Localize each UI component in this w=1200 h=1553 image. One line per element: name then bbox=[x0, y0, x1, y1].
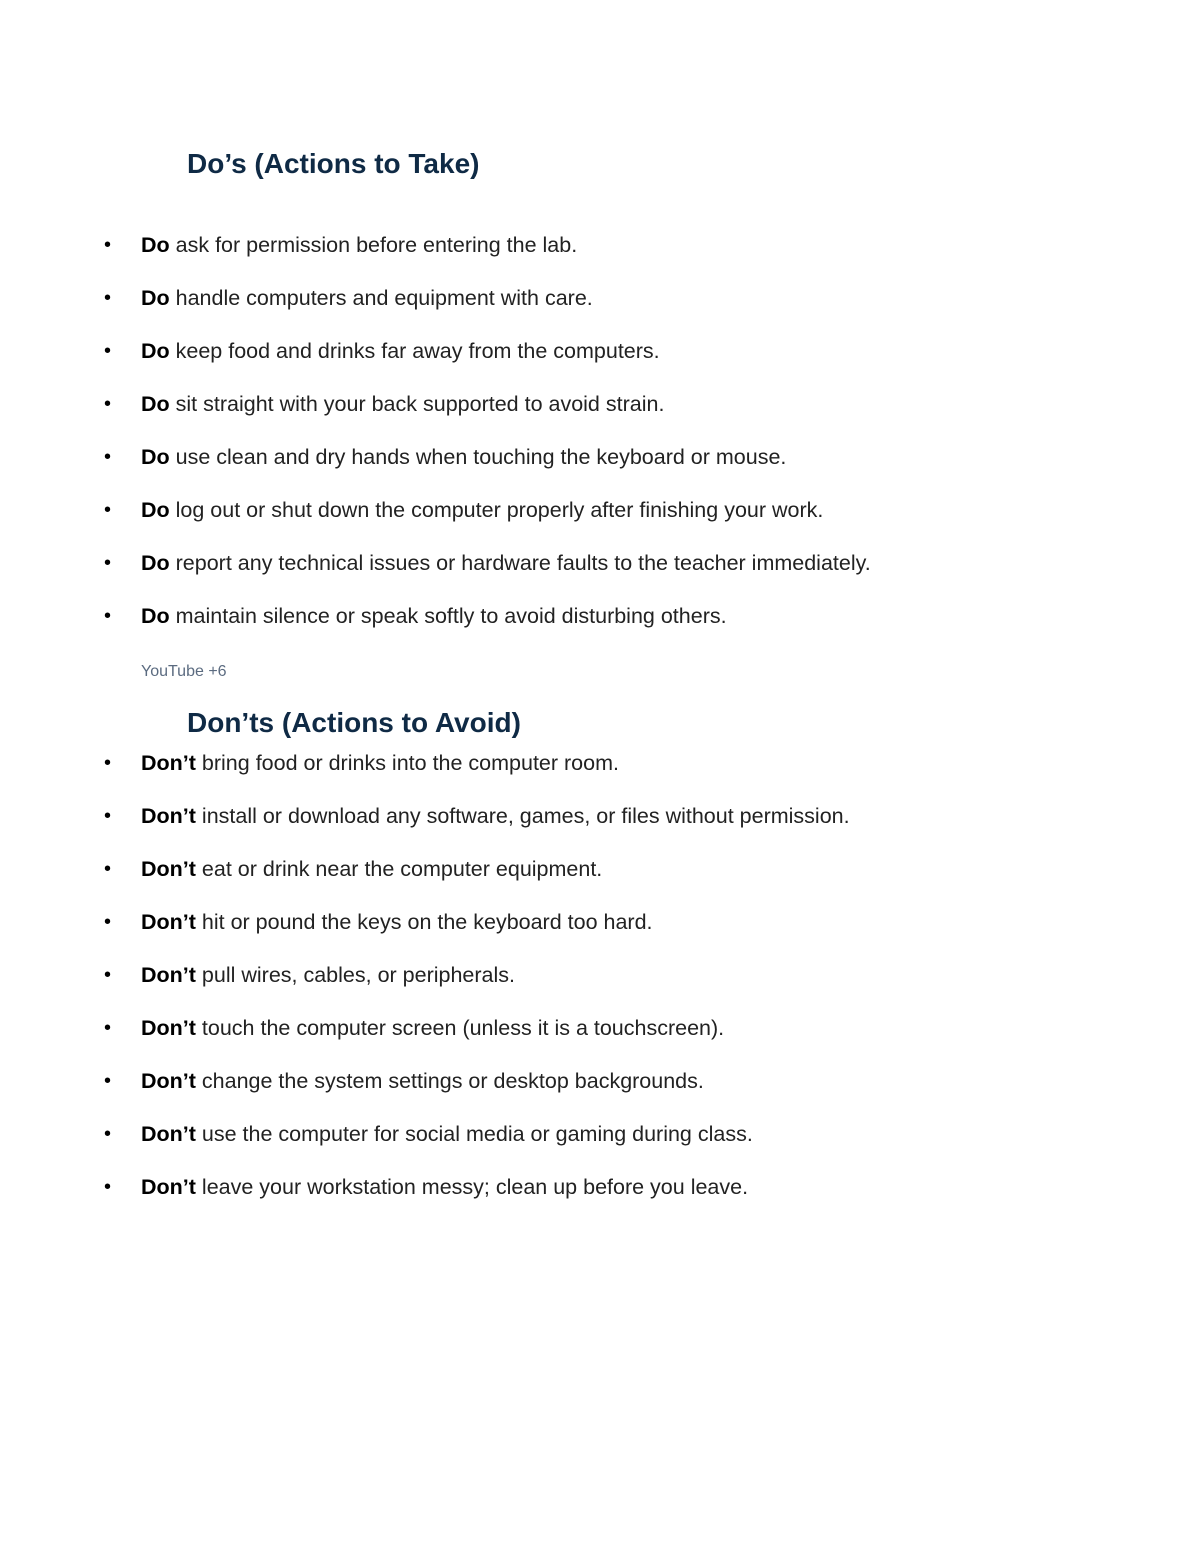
list-item-text bbox=[141, 855, 602, 883]
bullet-icon: • bbox=[104, 499, 112, 521]
bullet-icon: • bbox=[104, 1123, 112, 1145]
list-item-body: eat or drink near the computer equipment. bbox=[195, 857, 603, 881]
list-item-text bbox=[141, 1173, 748, 1201]
bullet-icon: • bbox=[104, 752, 112, 774]
list-item-body: handle computers and equipment with care. bbox=[169, 286, 593, 310]
list-item-body: use the computer for social media or gaming during class. bbox=[195, 1122, 753, 1146]
list-item-text bbox=[141, 602, 727, 630]
list-item-text bbox=[141, 749, 619, 777]
list-item-text bbox=[141, 1120, 753, 1148]
list-item-lead: Do bbox=[141, 445, 170, 469]
list-item-text bbox=[141, 443, 786, 471]
list-item-lead: Don’t bbox=[141, 963, 196, 987]
list-item-text bbox=[141, 961, 515, 989]
bullet-icon: • bbox=[104, 605, 112, 627]
list-item-body: install or download any software, games, or files without permission. bbox=[195, 804, 850, 828]
list-item-text bbox=[141, 231, 577, 259]
bullet-icon: • bbox=[104, 446, 112, 468]
list-item-text bbox=[141, 1014, 724, 1042]
bullet-icon: • bbox=[104, 552, 112, 574]
list-item-lead: Don’t bbox=[141, 1016, 196, 1040]
list-item-lead: Don’t bbox=[141, 751, 196, 775]
list-item-body: keep food and drinks far away from the computers. bbox=[169, 339, 660, 363]
list-item-lead: Don’t bbox=[141, 1175, 196, 1199]
list-item-lead: Don’t bbox=[141, 804, 196, 828]
list-item-body: change the system settings or desktop backgrounds. bbox=[195, 1069, 704, 1093]
list-item-text bbox=[141, 284, 593, 312]
list-item-lead: Do bbox=[141, 339, 170, 363]
list-item-text bbox=[141, 337, 660, 365]
list-item-body: use clean and dry hands when touching the keyboard or mouse. bbox=[169, 445, 787, 469]
donts-heading: Don’ts (Actions to Avoid) bbox=[187, 707, 521, 738]
list-item-lead: Do bbox=[141, 286, 170, 310]
bullet-icon: • bbox=[104, 393, 112, 415]
bullet-icon: • bbox=[104, 858, 112, 880]
list-item-text bbox=[141, 908, 653, 936]
list-item-lead: Do bbox=[141, 498, 170, 522]
list-item-body: sit straight with your back supported to avoid strain. bbox=[169, 392, 665, 416]
bullet-icon: • bbox=[104, 1070, 112, 1092]
bullet-icon: • bbox=[104, 234, 112, 256]
list-item-lead: Do bbox=[141, 604, 170, 628]
list-item-text bbox=[141, 549, 871, 577]
bullet-icon: • bbox=[104, 340, 112, 362]
list-item-body: hit or pound the keys on the keyboard too hard. bbox=[195, 910, 653, 934]
dos-heading: Do’s (Actions to Take) bbox=[187, 148, 480, 179]
list-item-lead: Do bbox=[141, 392, 170, 416]
list-item-body: maintain silence or speak softly to avoid disturbing others. bbox=[169, 604, 727, 628]
list-item-body: ask for permission before entering the lab. bbox=[169, 233, 578, 257]
bullet-icon: • bbox=[104, 287, 112, 309]
list-item-text bbox=[141, 802, 850, 830]
list-item-lead: Don’t bbox=[141, 910, 196, 934]
list-item-text bbox=[141, 390, 664, 418]
bullet-icon: • bbox=[104, 911, 112, 933]
list-item-body: report any technical issues or hardware faults to the teacher immediately. bbox=[169, 551, 871, 575]
list-item-lead: Don’t bbox=[141, 1122, 196, 1146]
list-item-lead: Don’t bbox=[141, 1069, 196, 1093]
list-item-lead: Don’t bbox=[141, 857, 196, 881]
list-item-body: pull wires, cables, or peripherals. bbox=[195, 963, 515, 987]
list-item-lead: Do bbox=[141, 551, 170, 575]
bullet-icon: • bbox=[104, 964, 112, 986]
list-item-body: bring food or drinks into the computer room. bbox=[195, 751, 619, 775]
source-citation-link[interactable]: YouTube +6 bbox=[141, 663, 227, 680]
bullet-icon: • bbox=[104, 805, 112, 827]
bullet-icon: • bbox=[104, 1176, 112, 1198]
bullet-icon: • bbox=[104, 1017, 112, 1039]
list-item-body: touch the computer screen (unless it is a touchscreen). bbox=[195, 1016, 725, 1040]
list-item-text bbox=[141, 496, 823, 524]
list-item-text bbox=[141, 1067, 704, 1095]
list-item-body: log out or shut down the computer properly after finishing your work. bbox=[169, 498, 824, 522]
list-item-body: leave your workstation messy; clean up before you leave. bbox=[195, 1175, 749, 1199]
list-item-lead: Do bbox=[141, 233, 170, 257]
